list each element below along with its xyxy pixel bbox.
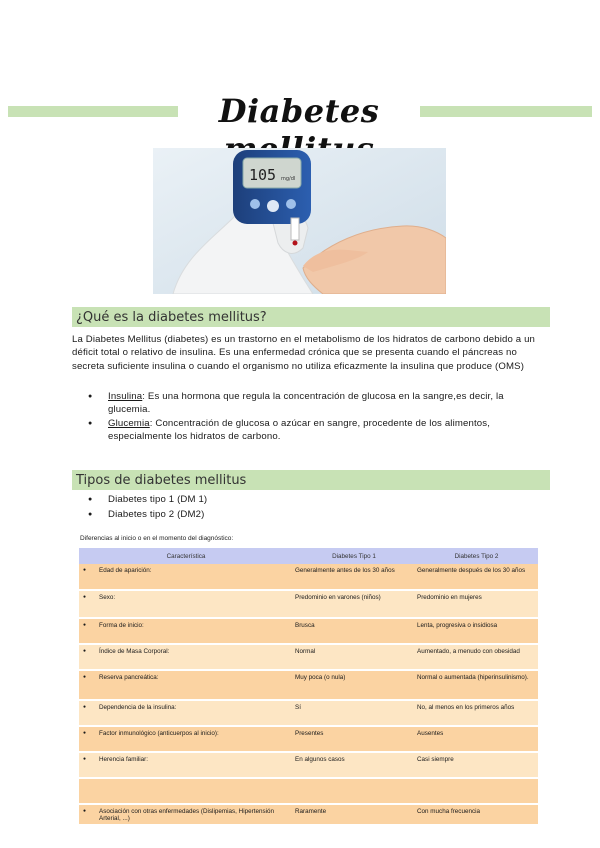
- cell-type1: En algunos casos: [293, 752, 415, 778]
- header-type2: Diabetes Tipo 2: [415, 548, 538, 564]
- cell-feature: Sexo:: [97, 590, 293, 618]
- definition-paragraph: La Diabetes Mellitus (diabetes) es un trastorno en el metabolismo de los hidratos de carbono debido a un déficit total o relativo de insulina. Es una enfermedad crónica que se presenta cuando el páncreas no secreta suficiente insulina o cuando el organismo no utiliza eficazmente la insulina que produce (OMS): [72, 334, 536, 372]
- term-insulina: Insulina: [108, 391, 143, 402]
- term-glucemia: Glucemia: [108, 417, 150, 429]
- bullet-icon: ●: [79, 644, 97, 670]
- list-item: ● Diabetes tipo 2 (DM2): [88, 508, 538, 521]
- bullet-icon: ●: [79, 564, 97, 590]
- table-row: [79, 618, 538, 644]
- types-bullets: [88, 493, 538, 524]
- bullet-icon: ●: [79, 590, 97, 618]
- glucose-meter-photo: [153, 148, 446, 294]
- term-glucemia-text: : Concentración de glucosa o azúcar en sangre, procedente de los alimentos, especialmente los hidratos de carbono.: [108, 417, 491, 443]
- cell-type2: No, al menos en los primeros años: [415, 700, 538, 726]
- cell-type1: Normal: [293, 644, 415, 670]
- cell-type2: Predominio en mujeres: [415, 590, 538, 618]
- cell-type2: Lenta, progresiva o insidiosa: [415, 618, 538, 644]
- definition-bullets: [88, 390, 538, 444]
- table-row: [79, 670, 538, 700]
- cell-feature: Reserva pancreática:: [97, 670, 293, 700]
- table-row: [79, 564, 538, 590]
- cell-type1: Generalmente antes de los 30 años: [293, 564, 415, 590]
- cell-type2: Ausentes: [415, 726, 538, 752]
- cell-type1: Brusca: [293, 618, 415, 644]
- page-title: Diabetes: [218, 92, 380, 130]
- bullet-icon: ●: [79, 700, 97, 726]
- title-banner: [0, 92, 600, 136]
- table-caption: Diferencias al inicio o en el momento del diagnóstico:: [80, 535, 234, 542]
- cell-type1: Raramente: [293, 804, 415, 825]
- cell-feature: Forma de inicio:: [97, 618, 293, 644]
- table-row: [79, 700, 538, 726]
- glucose-meter-illustration: [153, 148, 446, 294]
- cell-feature: Dependencia de la insulina:: [97, 700, 293, 726]
- cell-feature: Herencia familiar:: [97, 752, 293, 778]
- meter-unit: mg/dl: [281, 176, 296, 182]
- table-row: [79, 752, 538, 778]
- header-type1: Diabetes Tipo 1: [293, 548, 415, 564]
- table-header-row: [79, 548, 538, 564]
- table-spacer-row: [79, 778, 538, 804]
- bullet-icon: ●: [79, 618, 97, 644]
- cell-type1: Predominio en varones (niños): [293, 590, 415, 618]
- table-row: [79, 590, 538, 618]
- cell-feature: Edad de aparición:: [97, 564, 293, 590]
- meter-reading: 105: [249, 166, 277, 184]
- section-heading-what-is: ¿Qué es la diabetes mellitus?: [72, 307, 550, 327]
- cell-type2: Casi siempre: [415, 752, 538, 778]
- table-row: [79, 804, 538, 825]
- section-heading-types: Tipos de diabetes mellitus: [72, 470, 550, 490]
- list-item: [88, 390, 538, 417]
- term-insulina-text: : Es una hormona que regula la concentración de glucosa en la sangre,es decir, la glucemia.: [108, 391, 504, 416]
- header-feature: Característica: [79, 548, 293, 564]
- cell-type2: Aumentado, a menudo con obesidad: [415, 644, 538, 670]
- bullet-icon: ●: [79, 752, 97, 778]
- diabetes-comparison-table: [79, 548, 538, 826]
- cell-type1: Muy poca (o nula): [293, 670, 415, 700]
- bullet-icon: ●: [79, 804, 97, 825]
- table-row: [79, 726, 538, 752]
- bullet-icon: ●: [79, 670, 97, 700]
- list-item: ● Diabetes tipo 1 (DM 1): [88, 493, 538, 506]
- cell-type2: Con mucha frecuencia: [415, 804, 538, 825]
- table-row: [79, 644, 538, 670]
- cell-type1: Presentes: [293, 726, 415, 752]
- cell-type2: Generalmente después de los 30 años: [415, 564, 538, 590]
- list-item: [88, 417, 538, 444]
- title-bar-right: [420, 106, 592, 117]
- cell-feature: Factor inmunológico (anticuerpos al inicio):: [97, 726, 293, 752]
- spacer-cell: [79, 778, 538, 804]
- cell-type2: Normal o aumentada (hiperinsulinismo).: [415, 670, 538, 700]
- cell-feature: Índice de Masa Corporal:: [97, 644, 293, 670]
- title-bar-left: [8, 106, 178, 117]
- cell-type1: Sí: [293, 700, 415, 726]
- bullet-icon: ●: [79, 726, 97, 752]
- cell-feature: Asociación con otras enfermedades (Dislipemias, Hipertensión Arterial, ...): [97, 804, 293, 825]
